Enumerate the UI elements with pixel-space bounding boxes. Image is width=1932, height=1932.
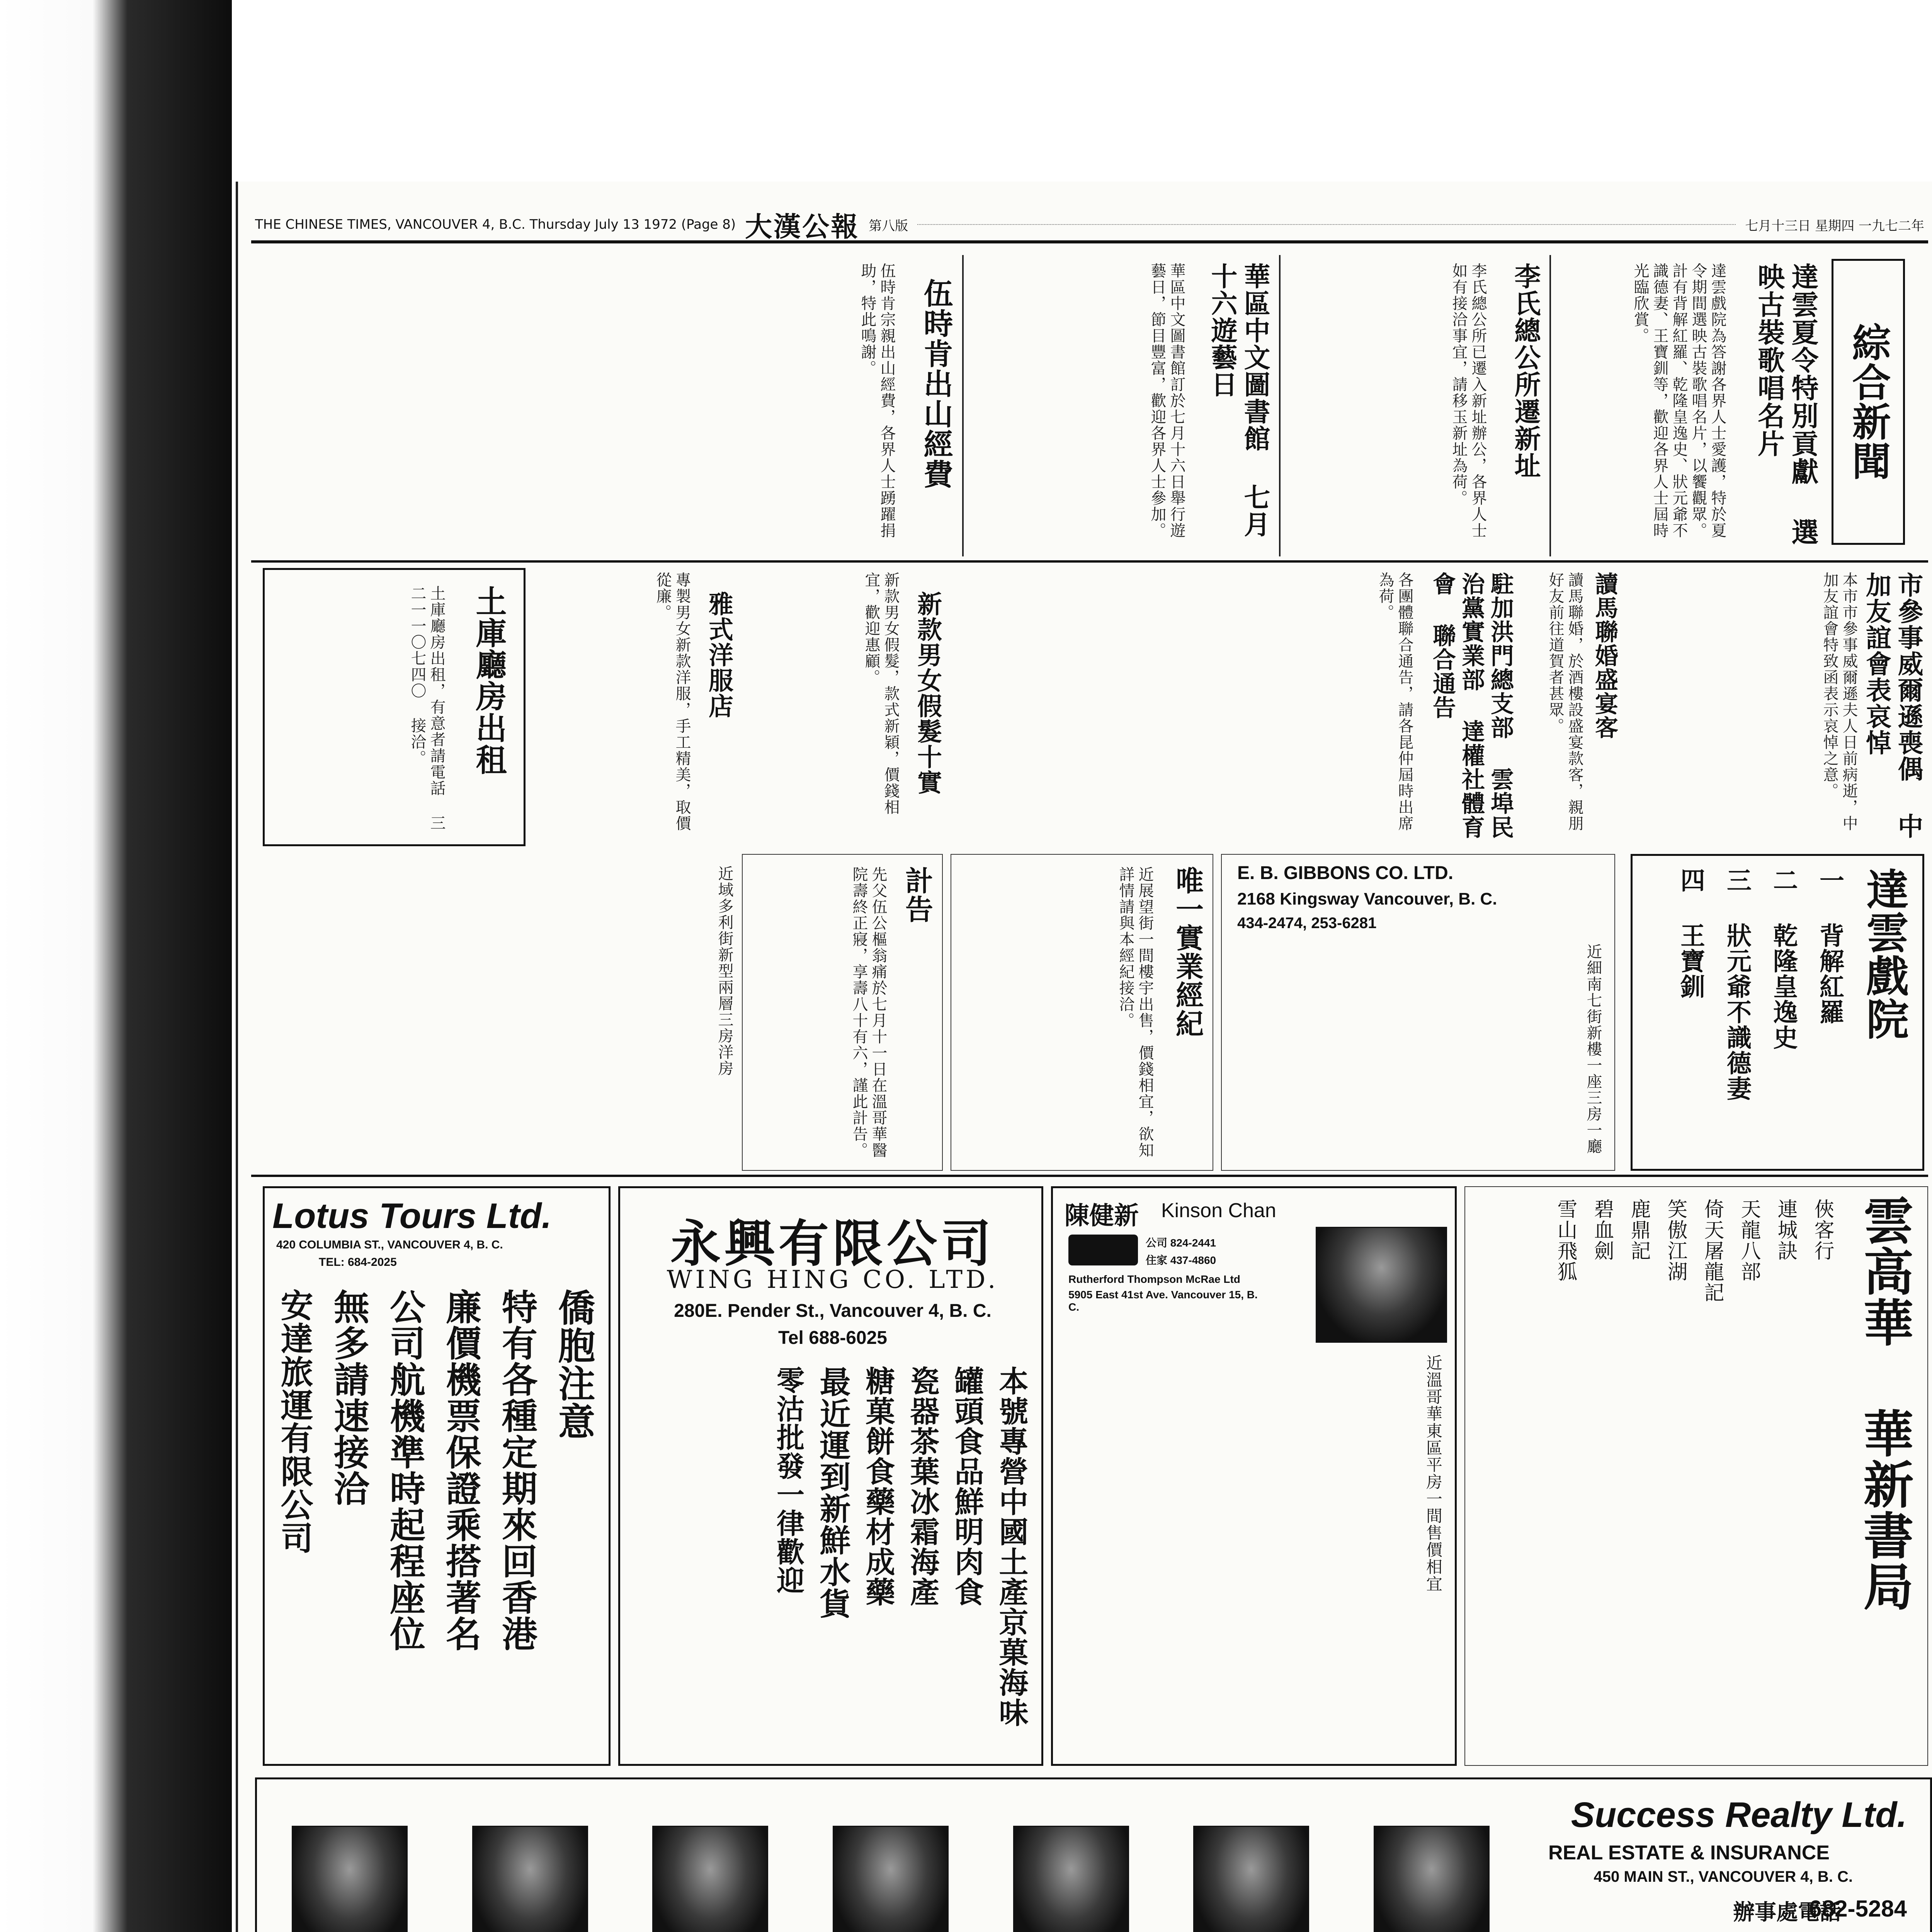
agent-photo xyxy=(472,1826,588,1932)
notices-text: 近域多利街新型兩層三房洋房 xyxy=(716,866,733,1077)
gibbons-phones: 434-2474, 253-6281 xyxy=(1237,915,1377,932)
header-dotted-rule xyxy=(917,224,1736,225)
article-8 xyxy=(742,568,943,846)
column-rule xyxy=(962,255,964,556)
article-3-title: 華區中文圖書館 七月十六遊藝日 xyxy=(1207,263,1270,538)
broker-box xyxy=(951,854,1213,1171)
article-7 xyxy=(1221,568,1515,846)
horizontal-rule xyxy=(251,1175,1928,1177)
wing-hing-line: 罐頭食品鮮明肉食 xyxy=(950,1366,984,1607)
article-2-body: 李氏總公所已遷入新址辦公，各界人士如有接洽事宜，請移玉新址為荷。 xyxy=(1450,263,1487,539)
book-item: 連城訣 xyxy=(1774,1199,1797,1261)
scan-binding-shadow xyxy=(0,0,232,1932)
wing-hing-name-en: WING HING CO. LTD. xyxy=(667,1265,999,1294)
lotus-line: 僑胞注意 xyxy=(552,1289,596,1440)
article-4 xyxy=(263,255,954,556)
success-name: Success Realty Ltd. xyxy=(1571,1795,1907,1835)
program-item: 二 乾隆皇逸史 xyxy=(1769,867,1798,1050)
article-7-body: 各團體聯合通告，請各昆仲屆時出席為荷。 xyxy=(1376,572,1413,832)
article-1-title: 達雲夏令特別貢獻 選映古裝歌唱名片 xyxy=(1753,263,1819,546)
article-5-body: 本市市參事威爾遜夫人日前病逝，中加友誼會特致函表示哀悼之意。 xyxy=(1821,572,1858,832)
bookstore-ad xyxy=(1464,1186,1928,1766)
page-header xyxy=(251,209,1928,243)
lotus-line: 廉價機票保證乘搭著名 xyxy=(440,1289,482,1652)
wing-hing-line: 零沽批發一律歡迎 xyxy=(772,1366,805,1595)
article-9-body: 專製男女新款洋服，手工精美，取價從廉。 xyxy=(654,572,691,832)
agent-photo xyxy=(292,1826,408,1932)
agent-photo xyxy=(1193,1826,1309,1932)
theater-box xyxy=(1631,854,1924,1171)
column-rule xyxy=(1279,255,1281,556)
wing-hing-ad xyxy=(618,1186,1043,1766)
lotus-line: 安達旅運有限公司 xyxy=(276,1289,314,1554)
kinson-chan-ad xyxy=(1051,1186,1457,1766)
agent-card xyxy=(1013,1826,1129,1932)
program-item: 一 背解紅羅 xyxy=(1815,867,1844,1025)
middle-band xyxy=(263,568,1924,1171)
gibbons-name: E. B. GIBBONS CO. LTD. xyxy=(1237,863,1454,883)
theater-name: 達雲戲院 xyxy=(1859,867,1909,1041)
agent-photo xyxy=(1013,1826,1129,1932)
lotus-lines xyxy=(276,1289,597,1752)
agent-card xyxy=(472,1826,588,1932)
company-logo xyxy=(1068,1235,1138,1265)
agent-photo xyxy=(652,1826,768,1932)
masthead-english: THE CHINESE TIMES, VANCOUVER 4, B.C. Thursday July 13 1972 (Page 8) xyxy=(255,217,736,232)
wing-hing-line: 糖菓餅食藥材成藥 xyxy=(861,1366,895,1607)
article-8-body: 新款男女假髮，款式新穎，價錢相宜，歡迎惠顧。 xyxy=(862,572,900,815)
rental-notice-box xyxy=(263,568,526,846)
article-2-title: 李氏總公所遷新址 xyxy=(1510,263,1541,479)
page-number-cn: 第八版 xyxy=(869,218,908,234)
wing-hing-line: 最近運到新鮮水貨 xyxy=(815,1366,851,1619)
article-6-title: 讀馬聯婚盛宴客 xyxy=(1591,572,1618,740)
lotus-line: 無多請速接洽 xyxy=(328,1289,370,1507)
success-address: 450 MAIN ST., VANCOUVER 4, B. C. xyxy=(1594,1868,1853,1885)
book-item: 雪山飛狐 xyxy=(1554,1199,1577,1282)
wing-hing-line: 本號專營中國土產京菓海味 xyxy=(994,1366,1029,1728)
kinson-home: 住家 437-4860 xyxy=(1146,1254,1216,1266)
kinson-company: Rutherford Thompson McRae Ltd xyxy=(1068,1273,1240,1285)
lotus-tel: TEL: 684-2025 xyxy=(319,1256,397,1269)
article-6-body: 讀馬聯婚，於酒樓設盛宴款客，親朋好友前往道賀者甚眾。 xyxy=(1546,572,1583,832)
wing-hing-lines xyxy=(636,1366,1030,1752)
gibbons-ad xyxy=(1221,854,1615,1171)
agent-card xyxy=(1193,1826,1309,1932)
broker-title: 唯一實業經紀 xyxy=(1171,866,1204,1038)
column-rule xyxy=(1549,255,1551,556)
article-7-title: 駐加洪門總支部 雲埠民治黨實業部 達權社體育會 聯合通告 xyxy=(1429,572,1514,839)
kinson-photo xyxy=(1316,1227,1447,1343)
article-5-title: 市參事威爾遜喪偶 中加友誼會表哀悼 xyxy=(1861,572,1923,839)
book-item: 碧血劍 xyxy=(1590,1199,1614,1261)
article-4-title: 伍時肯出山經費 xyxy=(919,278,953,489)
article-10-body: 土庫廳房出租，有意者請電話 三二一一〇七四〇 接洽。 xyxy=(408,585,446,831)
article-2 xyxy=(1287,255,1542,556)
section-title: 綜合新聞 xyxy=(1845,323,1891,481)
agent-card xyxy=(292,1826,408,1932)
article-6 xyxy=(1522,568,1619,846)
kinson-address: 5905 East 41st Ave. Vancouver 15, B. C. xyxy=(1068,1289,1258,1313)
gibbons-listings: 近細南七街新樓一座三房一廳 xyxy=(1584,944,1602,1155)
book-item: 倚天屠龍記 xyxy=(1701,1199,1724,1303)
success-sub: REAL ESTATE & INSURANCE xyxy=(1548,1842,1830,1864)
article-4-body: 伍時肯宗親出山經費，各界人士踴躍捐助，特此鳴謝。 xyxy=(859,263,896,539)
gibbons-address: 2168 Kingsway Vancouver, B. C. xyxy=(1237,889,1497,908)
book-item: 天龍八部 xyxy=(1737,1199,1760,1282)
obituary-body: 先父伍公樞翁痛於七月十一日在溫哥華醫院壽終正寢，享壽八十有六，謹此計告。 xyxy=(850,866,887,1158)
notices-column xyxy=(263,854,734,1171)
kinson-name-cn: 陳健新 xyxy=(1065,1201,1139,1230)
program-item: 三 狀元爺不識德妻 xyxy=(1723,867,1752,1101)
lotus-line: 特有各種定期來回香港 xyxy=(496,1289,538,1652)
obituary-box xyxy=(742,854,943,1171)
book-item: 笑傲江湖 xyxy=(1664,1199,1687,1282)
article-3 xyxy=(970,255,1271,556)
agent-photo-row xyxy=(292,1826,1490,1932)
lotus-tours-ad xyxy=(263,1186,611,1766)
wing-hing-tel: Tel 688-6025 xyxy=(778,1328,887,1348)
book-item: 鹿鼎記 xyxy=(1627,1199,1650,1261)
top-news-band xyxy=(263,255,1820,556)
article-3-body: 華區中文圖書館訂於七月十六日舉行遊藝日，節目豐富，歡迎各界人士參加。 xyxy=(1148,263,1185,539)
success-tel-label: 辦事處電話 xyxy=(1733,1900,1841,1925)
success-tel: 682-5284 xyxy=(1809,1896,1907,1922)
agent-card xyxy=(1374,1826,1490,1932)
wing-hing-name-cn: 永興有限公司 xyxy=(670,1214,995,1273)
book-item: 俠客行 xyxy=(1811,1199,1834,1261)
agent-card xyxy=(652,1826,768,1932)
bookstore-items xyxy=(1479,1199,1835,1755)
kinson-name-en: Kinson Chan xyxy=(1161,1199,1276,1222)
article-9-title: 雅式洋服店 xyxy=(704,591,733,719)
program-item: 四 王寶釧 xyxy=(1676,867,1705,999)
article-9 xyxy=(533,568,734,846)
article-8-title: 新款男女假髮十實 xyxy=(913,591,942,795)
article-10-title: 土庫廳房出租 xyxy=(471,585,507,776)
broker-body: 近展望街一間樓宇出售，價錢相宜，欲知詳情請與本經紀接洽。 xyxy=(1117,866,1154,1158)
agent-card xyxy=(833,1826,949,1932)
wing-hing-address: 280E. Pender St., Vancouver 4, B. C. xyxy=(674,1301,992,1321)
obituary-title: 計告 xyxy=(901,866,934,923)
article-1-body: 達雲戲院為答謝各界人士愛護，特於夏令期間選映古裝歌唱名片，以饗觀眾。計有背解紅羅、乾隆皇逸史、狀元爺不識德妻、王寶釧等，歡迎各界人士屆時光臨欣賞。 xyxy=(1631,263,1726,539)
date-cn: 七月十三日 星期四 一九七二年 xyxy=(1745,218,1924,234)
article-5 xyxy=(1631,568,1924,846)
agent-photo xyxy=(1374,1826,1490,1932)
kinson-office: 公司 824-2441 xyxy=(1146,1237,1216,1249)
lotus-name: Lotus Tours Ltd. xyxy=(272,1196,552,1236)
masthead-chinese: 大漢公報 xyxy=(745,211,860,243)
agent-photo xyxy=(833,1826,949,1932)
success-realty-ad xyxy=(255,1777,1932,1932)
lotus-address: 420 COLUMBIA ST., VANCOUVER 4, B. C. xyxy=(276,1238,503,1251)
bookstore-name: 雲高華 華新書局 xyxy=(1855,1195,1914,1612)
section-title-box xyxy=(1832,259,1905,545)
wing-hing-line: 瓷器茶葉冰霜海產 xyxy=(905,1366,940,1607)
kinson-listings: 近溫哥華東區平房一間售價相宜 xyxy=(1424,1354,1443,1592)
lotus-line: 公司航機準時起程座位 xyxy=(384,1289,426,1652)
horizontal-rule xyxy=(251,560,1928,563)
theater-program xyxy=(1644,867,1845,1161)
article-1 xyxy=(1557,255,1820,556)
